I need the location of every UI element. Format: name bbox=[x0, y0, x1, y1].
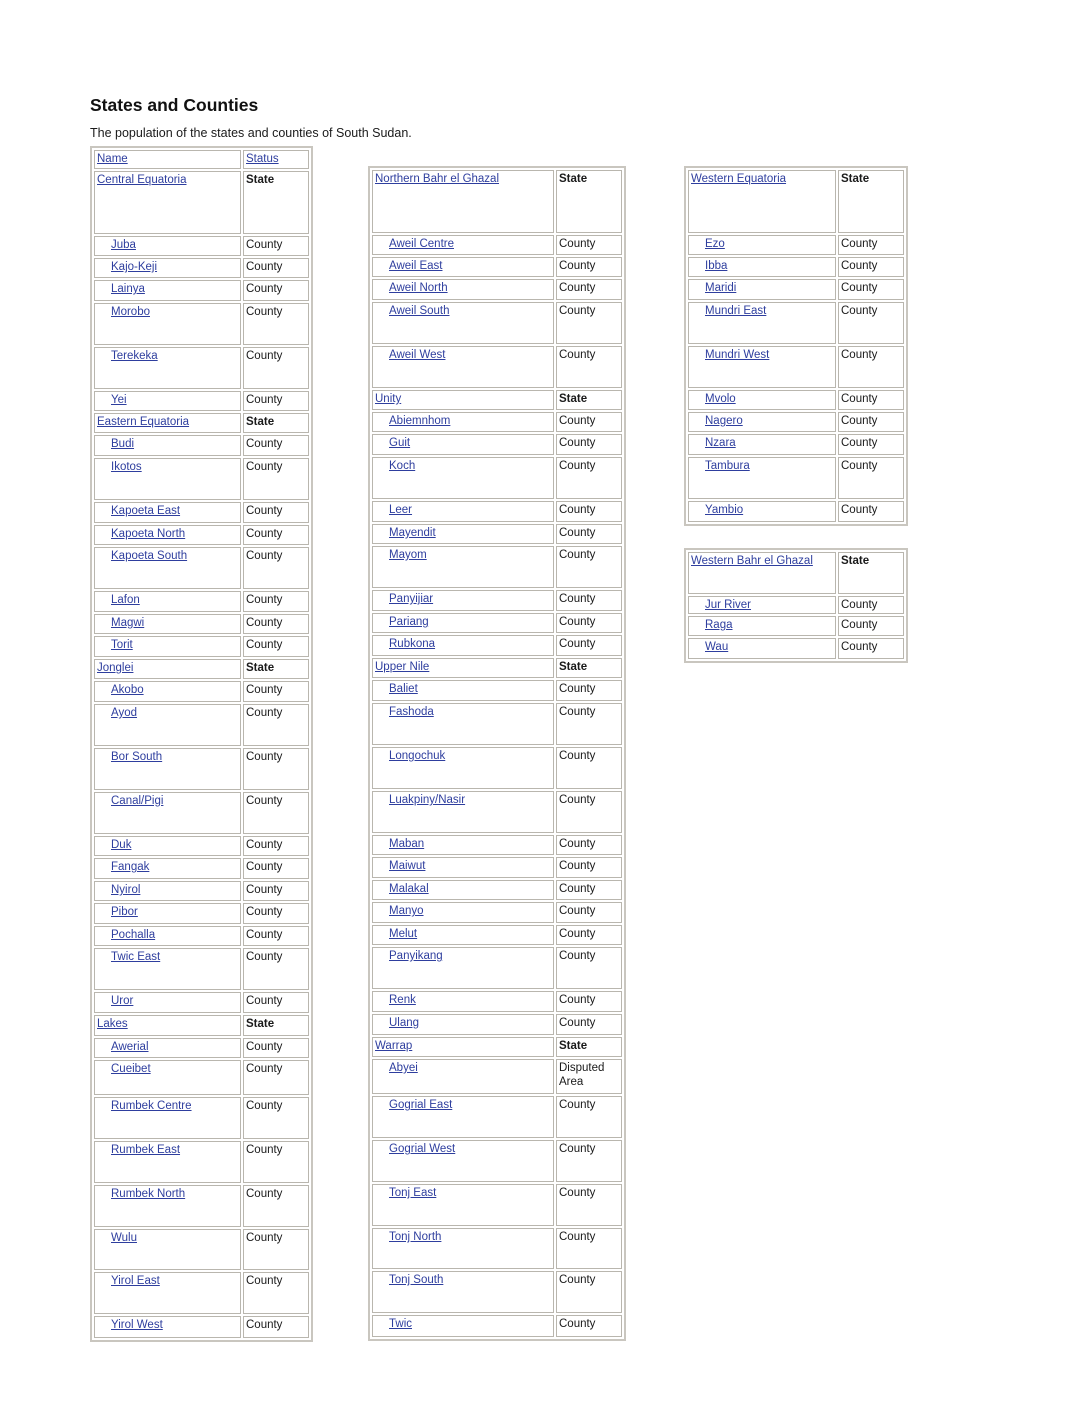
status-label: County bbox=[559, 683, 596, 695]
county-row bbox=[372, 434, 622, 455]
county-link[interactable]: Magwi bbox=[111, 617, 145, 629]
column-1 bbox=[90, 146, 305, 1342]
status-label: County bbox=[246, 550, 283, 562]
status-label: County bbox=[841, 393, 878, 405]
county-row bbox=[94, 903, 309, 924]
county-link[interactable]: Lafon bbox=[111, 594, 140, 606]
status-label: County bbox=[246, 239, 283, 251]
status-label: County bbox=[559, 794, 596, 806]
county-link[interactable]: Mayom bbox=[389, 549, 427, 561]
county-link[interactable]: Twic bbox=[389, 1318, 412, 1330]
status-label: County bbox=[246, 350, 283, 362]
county-link[interactable]: Raga bbox=[705, 619, 733, 631]
county-link[interactable]: Mundri West bbox=[705, 349, 770, 361]
status-label: County bbox=[559, 238, 596, 250]
status-label: County bbox=[559, 994, 596, 1006]
county-row bbox=[372, 1014, 622, 1035]
county-link[interactable]: Mundri East bbox=[705, 305, 767, 317]
county-row bbox=[688, 638, 904, 659]
county-row bbox=[94, 591, 309, 612]
county-row bbox=[94, 1185, 309, 1227]
status-label: County bbox=[559, 928, 596, 940]
county-row bbox=[94, 502, 309, 523]
status-label: County bbox=[559, 706, 596, 718]
status-label: County bbox=[246, 1232, 283, 1244]
county-link[interactable]: Ayod bbox=[111, 707, 138, 719]
status-label: State bbox=[559, 393, 588, 405]
status-label: County bbox=[559, 1187, 596, 1199]
county-link[interactable]: Ulang bbox=[389, 1017, 420, 1029]
county-row bbox=[94, 1038, 309, 1058]
county-link[interactable]: Jur River bbox=[705, 599, 752, 611]
status-label: County bbox=[559, 305, 596, 317]
status-label: County bbox=[246, 929, 283, 941]
county-link[interactable]: Fangak bbox=[111, 861, 150, 873]
county-link[interactable]: Kapoeta East bbox=[111, 505, 181, 517]
county-row bbox=[372, 613, 622, 633]
states-counties-table-2-0 bbox=[684, 166, 908, 526]
county-row bbox=[94, 748, 309, 790]
county-link[interactable]: Duk bbox=[111, 839, 132, 851]
status-label: County bbox=[841, 619, 878, 631]
state-row bbox=[94, 171, 309, 234]
county-row bbox=[688, 390, 904, 410]
county-link[interactable]: Kapoeta South bbox=[111, 550, 188, 562]
status-label: County bbox=[841, 238, 878, 250]
column-2 bbox=[368, 146, 618, 1341]
county-row bbox=[94, 1097, 309, 1139]
county-link[interactable]: Nzara bbox=[705, 437, 736, 449]
county-row bbox=[94, 948, 309, 990]
county-row bbox=[372, 902, 622, 923]
status-label: County bbox=[559, 1143, 596, 1155]
county-link[interactable]: Luakpiny/Nasir bbox=[389, 794, 466, 806]
column-3 bbox=[684, 146, 900, 663]
status-label: State bbox=[841, 555, 870, 567]
page-title: States and Counties bbox=[90, 95, 259, 115]
status-label: County bbox=[246, 528, 283, 540]
status-label: County bbox=[246, 1041, 283, 1053]
county-row bbox=[94, 303, 309, 345]
status-label: County bbox=[246, 617, 283, 629]
status-label: County bbox=[246, 461, 283, 473]
county-row bbox=[372, 857, 622, 878]
status-label: County bbox=[246, 1063, 283, 1075]
county-link[interactable]: Leer bbox=[389, 504, 413, 516]
county-row bbox=[94, 347, 309, 389]
status-label: County bbox=[246, 884, 283, 896]
states-counties-table-2-1 bbox=[684, 548, 908, 663]
county-link[interactable]: Ezo bbox=[705, 238, 725, 250]
county-row bbox=[94, 836, 309, 856]
county-link[interactable]: Cueibet bbox=[111, 1063, 151, 1075]
county-link[interactable]: Tonj North bbox=[389, 1231, 442, 1243]
county-link[interactable]: Koch bbox=[389, 460, 416, 472]
status-label: County bbox=[559, 1318, 596, 1330]
county-row bbox=[372, 791, 622, 833]
status-label: County bbox=[559, 349, 596, 361]
county-link[interactable]: Uror bbox=[111, 995, 134, 1007]
state-link[interactable]: Central Equatoria bbox=[97, 174, 187, 186]
status-label: County bbox=[841, 349, 878, 361]
status-label: County bbox=[246, 1319, 283, 1331]
county-link[interactable]: Canal/Pigi bbox=[111, 795, 164, 807]
status-label: County bbox=[841, 260, 878, 272]
county-row bbox=[372, 991, 622, 1012]
status-label: County bbox=[841, 504, 878, 516]
status-label: County bbox=[246, 1144, 283, 1156]
status-label: County bbox=[246, 283, 283, 295]
status-label: County bbox=[841, 282, 878, 294]
county-row bbox=[688, 434, 904, 455]
county-row bbox=[372, 835, 622, 855]
county-row bbox=[372, 546, 622, 588]
county-row bbox=[372, 1184, 622, 1226]
county-link[interactable]: Ikotos bbox=[111, 461, 142, 473]
state-row bbox=[372, 390, 622, 410]
status-label: County bbox=[246, 438, 283, 450]
county-link[interactable]: Kajo-Keji bbox=[111, 261, 158, 273]
status-label: County bbox=[559, 950, 596, 962]
county-row bbox=[94, 881, 309, 901]
county-row bbox=[688, 412, 904, 432]
county-link[interactable]: Baliet bbox=[389, 683, 418, 695]
county-link[interactable]: Pibor bbox=[111, 906, 138, 918]
status-label: County bbox=[246, 951, 283, 963]
county-row bbox=[372, 1315, 622, 1337]
county-link[interactable]: Guit bbox=[389, 437, 411, 449]
county-row bbox=[372, 880, 622, 900]
status-label: State bbox=[559, 173, 588, 185]
state-link[interactable]: Upper Nile bbox=[375, 661, 430, 673]
state-row bbox=[94, 659, 309, 679]
county-link[interactable]: Mayendit bbox=[389, 527, 436, 539]
county-link[interactable]: Aweil Centre bbox=[389, 238, 454, 250]
status-label: County bbox=[246, 594, 283, 606]
county-row bbox=[372, 1059, 622, 1094]
county-row bbox=[94, 391, 309, 411]
county-row bbox=[688, 501, 904, 522]
county-link[interactable]: Malakal bbox=[389, 883, 429, 895]
county-link[interactable]: Ibba bbox=[705, 260, 728, 272]
county-row bbox=[372, 635, 622, 656]
county-row bbox=[94, 858, 309, 879]
county-link[interactable]: Manyo bbox=[389, 905, 424, 917]
status-label: County bbox=[559, 415, 596, 427]
county-row bbox=[94, 1060, 309, 1095]
status-label: County bbox=[246, 861, 283, 873]
status-label: County bbox=[559, 860, 596, 872]
status-column-header-link[interactable]: Status bbox=[246, 153, 279, 165]
status-label: County bbox=[246, 995, 283, 1007]
status-label: County bbox=[559, 1274, 596, 1286]
county-row bbox=[94, 636, 309, 657]
county-link[interactable]: Tambura bbox=[705, 460, 750, 472]
county-link[interactable]: Gogrial East bbox=[389, 1099, 453, 1111]
county-link[interactable]: Longochuk bbox=[389, 750, 446, 762]
county-link[interactable]: Maban bbox=[389, 838, 425, 850]
county-row bbox=[372, 257, 622, 277]
status-label: State bbox=[246, 174, 275, 186]
county-row bbox=[94, 792, 309, 834]
county-row bbox=[372, 590, 622, 611]
status-label: County bbox=[841, 415, 878, 427]
county-link[interactable]: Wulu bbox=[111, 1232, 137, 1244]
county-row bbox=[94, 236, 309, 256]
county-link[interactable]: Yirol East bbox=[111, 1275, 160, 1287]
county-row bbox=[688, 596, 904, 614]
status-label: County bbox=[246, 639, 283, 651]
status-label: County bbox=[559, 838, 596, 850]
county-row bbox=[688, 457, 904, 499]
county-link[interactable]: Pochalla bbox=[111, 929, 156, 941]
county-row bbox=[372, 703, 622, 745]
county-row bbox=[94, 258, 309, 278]
county-link[interactable]: Rumbek East bbox=[111, 1144, 181, 1156]
county-row bbox=[372, 1140, 622, 1182]
county-link[interactable]: Bor South bbox=[111, 751, 163, 763]
status-label: State bbox=[559, 1040, 588, 1052]
status-label: Disputed Area bbox=[559, 1062, 605, 1088]
county-link[interactable]: Aweil South bbox=[389, 305, 450, 317]
status-label: County bbox=[246, 707, 283, 719]
state-link[interactable]: Western Bahr el Ghazal bbox=[691, 555, 813, 567]
status-label: County bbox=[559, 593, 596, 605]
county-row bbox=[688, 279, 904, 300]
status-label: State bbox=[841, 173, 870, 185]
county-link[interactable]: Wau bbox=[705, 641, 729, 653]
status-label: State bbox=[246, 416, 275, 428]
status-label: County bbox=[246, 1188, 283, 1200]
status-label: County bbox=[559, 504, 596, 516]
county-row bbox=[94, 926, 309, 946]
status-label: County bbox=[246, 751, 283, 763]
county-link[interactable]: Renk bbox=[389, 994, 416, 1006]
county-link[interactable]: Abiemnhom bbox=[389, 415, 451, 427]
county-row bbox=[94, 1141, 309, 1183]
county-link[interactable]: Fashoda bbox=[389, 706, 434, 718]
status-label: County bbox=[559, 282, 596, 294]
state-link[interactable]: Lakes bbox=[97, 1018, 128, 1030]
table-header-row bbox=[94, 150, 309, 169]
county-link[interactable]: Yambio bbox=[705, 504, 744, 516]
county-link[interactable]: Melut bbox=[389, 928, 418, 940]
county-row bbox=[372, 302, 622, 344]
county-row bbox=[688, 346, 904, 388]
state-row bbox=[94, 1015, 309, 1036]
county-link[interactable]: Kapoeta North bbox=[111, 528, 186, 540]
county-row bbox=[94, 435, 309, 456]
county-row bbox=[94, 547, 309, 589]
county-row bbox=[94, 525, 309, 545]
county-row bbox=[372, 346, 622, 388]
status-label: County bbox=[246, 394, 283, 406]
county-link[interactable]: Yirol West bbox=[111, 1319, 163, 1331]
state-link[interactable]: Eastern Equatoria bbox=[97, 416, 190, 428]
status-label: County bbox=[559, 616, 596, 628]
status-label: County bbox=[559, 437, 596, 449]
status-label: County bbox=[559, 460, 596, 472]
status-label: County bbox=[246, 1275, 283, 1287]
state-link[interactable]: Northern Bahr el Ghazal bbox=[375, 173, 500, 185]
status-label: County bbox=[559, 527, 596, 539]
county-row bbox=[372, 501, 622, 522]
county-link[interactable]: Pariang bbox=[389, 616, 429, 628]
county-link[interactable]: Juba bbox=[111, 239, 136, 251]
county-link[interactable]: Akobo bbox=[111, 684, 144, 696]
county-row bbox=[94, 458, 309, 500]
county-link[interactable]: Rumbek North bbox=[111, 1188, 186, 1200]
status-label: County bbox=[246, 505, 283, 517]
county-link[interactable]: Tonj East bbox=[389, 1187, 437, 1199]
states-counties-table-1-0 bbox=[368, 166, 626, 1341]
county-link[interactable]: Twic East bbox=[111, 951, 161, 963]
status-label: County bbox=[841, 641, 878, 653]
name-column-header-link[interactable]: Name bbox=[97, 153, 128, 165]
status-label: County bbox=[841, 460, 878, 472]
status-label: County bbox=[559, 549, 596, 561]
state-row bbox=[94, 413, 309, 433]
state-link[interactable]: Warrap bbox=[375, 1040, 413, 1052]
state-row bbox=[372, 170, 622, 233]
state-row bbox=[372, 1037, 622, 1057]
county-link[interactable]: Yei bbox=[111, 394, 127, 406]
county-row bbox=[688, 616, 904, 636]
county-row bbox=[94, 280, 309, 301]
state-row bbox=[372, 658, 622, 678]
county-row bbox=[688, 235, 904, 255]
county-link[interactable]: Rubkona bbox=[389, 638, 436, 650]
county-row bbox=[372, 412, 622, 432]
status-label: County bbox=[246, 795, 283, 807]
county-row bbox=[94, 1316, 309, 1338]
county-row bbox=[372, 1096, 622, 1138]
county-row bbox=[372, 235, 622, 255]
state-link[interactable]: Jonglei bbox=[97, 662, 134, 674]
county-link[interactable]: Tonj South bbox=[389, 1274, 444, 1286]
county-link[interactable]: Budi bbox=[111, 438, 135, 450]
status-label: County bbox=[246, 684, 283, 696]
county-link[interactable]: Rumbek Centre bbox=[111, 1100, 192, 1112]
status-label: County bbox=[246, 906, 283, 918]
county-link[interactable]: Gogrial West bbox=[389, 1143, 456, 1155]
county-link[interactable]: Mvolo bbox=[705, 393, 736, 405]
county-row bbox=[688, 302, 904, 344]
status-label: County bbox=[559, 1231, 596, 1243]
county-row bbox=[94, 704, 309, 746]
county-row bbox=[372, 747, 622, 789]
page-subtitle: The population of the states and counties of South Sudan. bbox=[90, 126, 412, 140]
county-link[interactable]: Panyikang bbox=[389, 950, 443, 962]
county-row bbox=[372, 1271, 622, 1313]
county-link[interactable]: Maridi bbox=[705, 282, 737, 294]
county-row bbox=[688, 257, 904, 277]
county-link[interactable]: Lainya bbox=[111, 283, 145, 295]
county-link[interactable]: Torit bbox=[111, 639, 133, 651]
state-row bbox=[688, 170, 904, 233]
status-label: County bbox=[559, 1017, 596, 1029]
status-label: County bbox=[841, 437, 878, 449]
status-label: State bbox=[246, 1018, 275, 1030]
county-row bbox=[94, 1272, 309, 1314]
status-label: County bbox=[246, 306, 283, 318]
states-counties-table-0-0 bbox=[90, 146, 313, 1342]
status-label: County bbox=[246, 839, 283, 851]
county-link[interactable]: Nagero bbox=[705, 415, 743, 427]
county-link[interactable]: Aweil East bbox=[389, 260, 443, 272]
county-row bbox=[372, 1228, 622, 1269]
county-row bbox=[94, 681, 309, 702]
county-row bbox=[94, 614, 309, 634]
status-label: County bbox=[246, 1100, 283, 1112]
county-row bbox=[372, 947, 622, 989]
status-label: County bbox=[559, 905, 596, 917]
county-link[interactable]: Terekeka bbox=[111, 350, 158, 362]
county-row bbox=[372, 925, 622, 945]
state-link[interactable]: Western Equatoria bbox=[691, 173, 787, 185]
status-label: County bbox=[841, 305, 878, 317]
status-label: State bbox=[559, 661, 588, 673]
status-label: County bbox=[559, 750, 596, 762]
county-link[interactable]: Nyirol bbox=[111, 884, 141, 896]
status-label: County bbox=[246, 261, 283, 273]
county-link[interactable]: Morobo bbox=[111, 306, 150, 318]
county-link[interactable]: Aweil North bbox=[389, 282, 448, 294]
status-label: County bbox=[559, 638, 596, 650]
county-row bbox=[372, 279, 622, 300]
county-link[interactable]: Aweil West bbox=[389, 349, 446, 361]
county-link[interactable]: Panyijiar bbox=[389, 593, 434, 605]
status-label: County bbox=[559, 260, 596, 272]
county-row bbox=[94, 1229, 309, 1270]
state-row bbox=[688, 552, 904, 594]
status-label: State bbox=[246, 662, 275, 674]
status-label: County bbox=[841, 599, 878, 611]
county-link[interactable]: Awerial bbox=[111, 1041, 149, 1053]
status-label: County bbox=[559, 1099, 596, 1111]
county-row bbox=[372, 680, 622, 701]
county-row bbox=[372, 524, 622, 544]
county-row bbox=[94, 992, 309, 1013]
state-link[interactable]: Unity bbox=[375, 393, 402, 405]
status-label: County bbox=[559, 883, 596, 895]
county-link[interactable]: Maiwut bbox=[389, 860, 426, 872]
county-link[interactable]: Abyei bbox=[389, 1062, 418, 1074]
county-row bbox=[372, 457, 622, 499]
